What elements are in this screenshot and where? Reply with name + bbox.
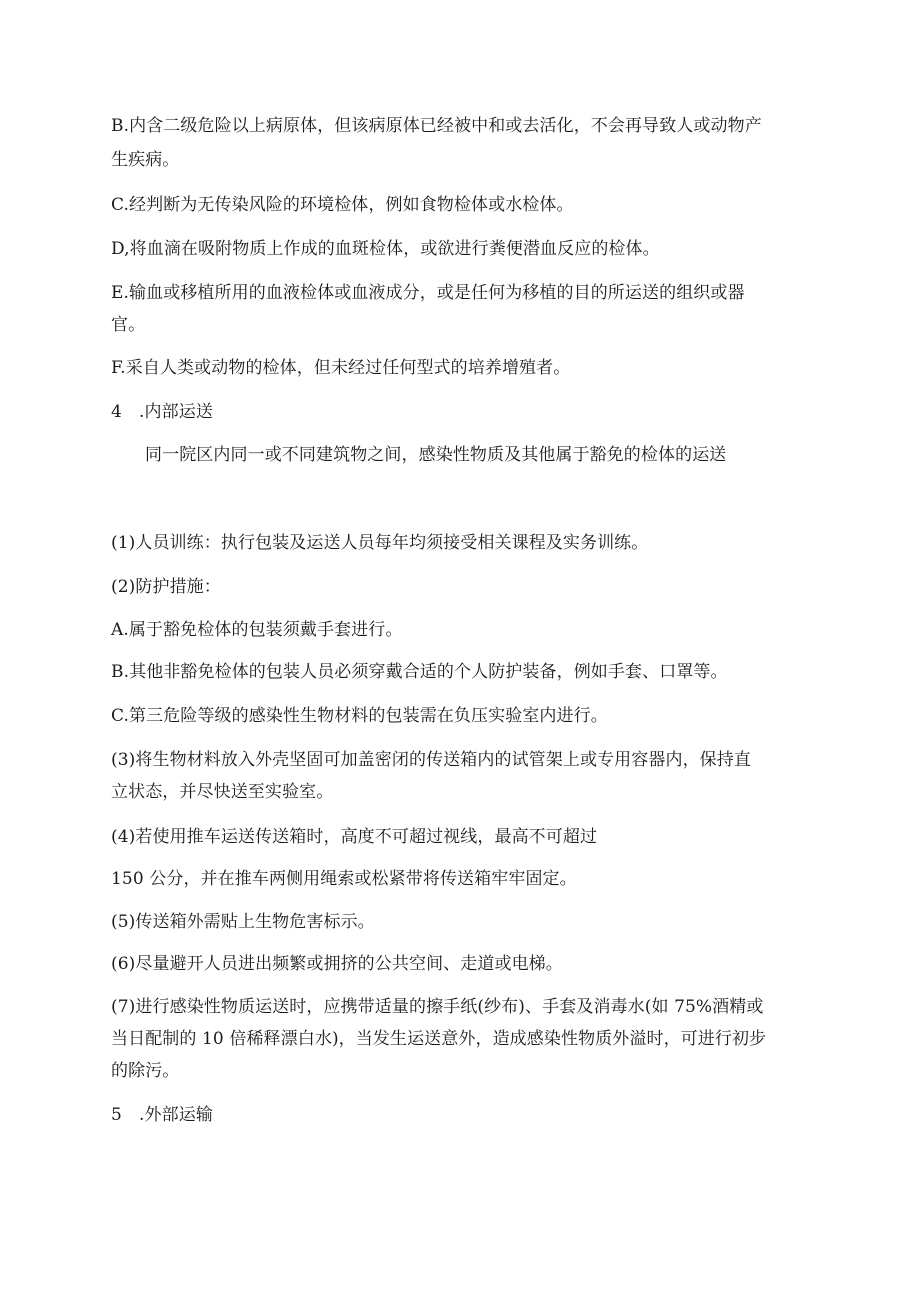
text-line-internal-transport-definition: 同一院区内同一或不同建筑物之间，感染性物质及其他属于豁免的检体的运送 [145, 445, 727, 465]
text-line-item-1-training: (1)人员训练：执行包装及运送人员每年均须接受相关课程及实务训练。 [111, 533, 649, 553]
section-heading-internal-transport: 4 .内部运送 [111, 402, 213, 422]
text-line-item-3-container: (3)将生物材料放入外壳坚固可加盖密闭的传送箱内的试管架上或专用容器内，保持直 [111, 750, 751, 770]
text-line-item-7-spill-kit-end: 的除污。 [111, 1061, 180, 1081]
text-line-item-4-cart-cont: 150 公分，并在推车两侧用绳索或松紧带将传送箱牢牢固定。 [111, 869, 577, 889]
text-line-exemption-f: F.采自人类或动物的检体，但未经过任何型式的培养增殖者。 [111, 358, 571, 378]
text-line-item-4-cart: (4)若使用推车运送传送箱时，高度不可超过视线，最高不可超过 [111, 827, 598, 847]
text-line-item-6-avoid: (6)尽量避开人员进出频繁或拥挤的公共空间、走道或电梯。 [111, 954, 563, 974]
text-line-exemption-c: C.经判断为无传染风险的环境检体，例如食物检体或水检体。 [111, 195, 574, 215]
text-line-item-3-container-cont: 立状态，并尽快送至实验室。 [111, 782, 334, 802]
text-line-item-2-protection: (2)防护措施： [111, 577, 221, 597]
text-line-protection-c: C.第三危险等级的感染性生物材料的包装需在负压实验室内进行。 [111, 706, 608, 726]
text-line-exemption-e-cont: 官。 [111, 315, 146, 335]
text-line-item-5-label: (5)传送箱外需贴上生物危害标示。 [111, 912, 375, 932]
section-heading-external-transport: 5 .外部运输 [111, 1105, 213, 1125]
text-line-protection-b: B.其他非豁免检体的包装人员必须穿戴合适的个人防护装备，例如手套、口罩等。 [111, 662, 728, 682]
text-line-exemption-b-cont: 生疾病。 [111, 150, 180, 170]
text-line-item-7-spill-kit-cont: 当日配制的 10 倍稀释漂白水)，当发生运送意外，造成感染性物质外溢时，可进行初步 [111, 1029, 767, 1049]
text-line-exemption-d: D,将血滴在吸附物质上作成的血斑检体，或欲进行粪便潜血反应的检体。 [111, 239, 660, 259]
text-line-protection-a: A.属于豁免检体的包装须戴手套进行。 [111, 620, 403, 640]
text-line-exemption-b: B.内含二级危险以上病原体，但该病原体已经被中和或去活化，不会再导致人或动物产 [111, 116, 762, 136]
text-line-item-7-spill-kit: (7)进行感染性物质运送时，应携带适量的擦手纸(纱布)、手套及消毒水(如 75%酒精或 [111, 997, 764, 1017]
text-line-exemption-e: E.输血或移植所用的血液检体或血液成分，或是任何为移植的目的所运送的组织或器 [111, 283, 745, 303]
